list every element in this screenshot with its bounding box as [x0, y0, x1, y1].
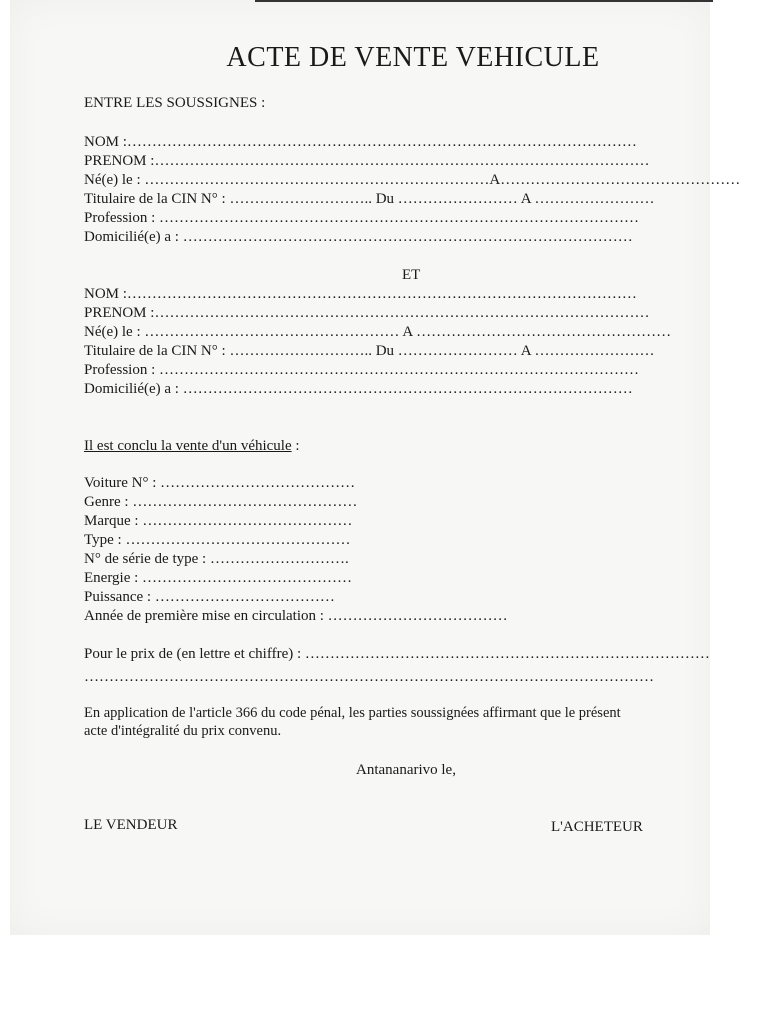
- prix-label: Pour le prix de (en lettre et chiffre) :: [84, 646, 302, 662]
- party1-cin-label: Titulaire de la CIN N° :: [84, 191, 226, 207]
- party1-nom-label: NOM :: [84, 134, 127, 150]
- vehicle-energie-field[interactable]: Energie : ……………………………………: [84, 570, 353, 586]
- vehicle-voiture-field[interactable]: Voiture N° : …………………………………: [84, 475, 356, 491]
- party2-cin-a-label: A: [520, 343, 531, 359]
- scan-edge-line: [255, 0, 713, 2]
- party1-ne-le-label: Né(e) le :: [84, 172, 141, 188]
- vehicle-type-field[interactable]: Type : ………………………………………: [84, 532, 351, 548]
- party2-prenom-label: PRENOM :: [84, 305, 155, 321]
- party2-du-label: Du: [375, 343, 395, 359]
- parties-intro: ENTRE LES SOUSSIGNES :: [84, 95, 266, 111]
- article-line-2: acte d'intégralité du prix convenu.: [84, 723, 282, 739]
- party1-a-label: A: [489, 172, 501, 188]
- vehicle-marque-field[interactable]: Marque : ……………………………………: [84, 513, 353, 529]
- article-line-1: En application de l'article 366 du code pénal, les parties soussignées affirmant que le présent: [84, 705, 621, 721]
- party1-profession-label: Profession :: [84, 210, 156, 226]
- party2-a-label: A: [402, 324, 413, 340]
- sale-intro-colon: :: [295, 438, 300, 454]
- party2-nom-label: NOM :: [84, 286, 127, 302]
- party2-profession-label: Profession :: [84, 362, 156, 378]
- vehicle-marque-label: Marque :: [84, 513, 139, 529]
- party1-domicile-label: Domicilié(e) a :: [84, 229, 179, 245]
- vehicle-type-label: Type :: [84, 532, 122, 548]
- party1-naissance-field[interactable]: Né(e) le : ……………………………………………………………A…………………………………………: [84, 172, 741, 188]
- vehicle-annee-label: Année de première mise en circulation :: [84, 608, 324, 624]
- party2-nom-field[interactable]: NOM :…………………………………………………………………………………………: [84, 286, 637, 302]
- prix-field[interactable]: Pour le prix de (en lettre et chiffre) : ………………………………………………………………………: [84, 646, 710, 662]
- party2-domicile-field[interactable]: Domicilié(e) a : ………………………………………………………………………………: [84, 381, 633, 397]
- party1-du-label: Du: [375, 191, 395, 207]
- party2-cin-field[interactable]: Titulaire de la CIN N° : ……………………….. Du …………………… A ……………………: [84, 343, 655, 359]
- document-title: ACTE DE VENTE VEHICULE: [226, 42, 600, 73]
- party1-cin-a-label: A: [520, 191, 531, 207]
- party2-naissance-field[interactable]: Né(e) le : …………………………………………… A ……………………………………………: [84, 324, 672, 340]
- acheteur-signature-label: L'ACHETEUR: [551, 819, 643, 835]
- separator-et: ET: [402, 267, 421, 283]
- party1-prenom-field[interactable]: PRENOM :………………………………………………………………………………………: [84, 153, 650, 169]
- vehicle-puissance-field[interactable]: Puissance : ………………………………: [84, 589, 335, 605]
- party2-cin-label: Titulaire de la CIN N° :: [84, 343, 226, 359]
- party2-ne-le-label: Né(e) le :: [84, 324, 141, 340]
- party2-domicile-label: Domicilié(e) a :: [84, 381, 179, 397]
- vehicle-voiture-label: Voiture N° :: [84, 475, 157, 491]
- vehicle-energie-label: Energie :: [84, 570, 139, 586]
- party1-domicile-field[interactable]: Domicilié(e) a : ………………………………………………………………………………: [84, 229, 633, 245]
- sale-intro: [84, 437, 300, 455]
- sale-intro-text: Il est conclu la vente d'un véhicule: [84, 438, 292, 454]
- prix-continuation-line[interactable]: ……………………………………………………………………………………………………: [84, 669, 654, 685]
- vendeur-signature-label: LE VENDEUR: [84, 817, 178, 833]
- vehicle-serie-field[interactable]: N° de série de type : ……………………….: [84, 551, 349, 567]
- vehicle-genre-label: Genre :: [84, 494, 129, 510]
- party1-nom-field[interactable]: NOM :…………………………………………………………………………………………: [84, 134, 637, 150]
- party2-prenom-field[interactable]: PRENOM :………………………………………………………………………………………: [84, 305, 650, 321]
- vehicle-annee-field[interactable]: Année de première mise en circulation : ………………………………: [84, 608, 508, 624]
- vehicle-puissance-label: Puissance :: [84, 589, 152, 605]
- place-date: Antananarivo le,: [356, 762, 456, 778]
- party1-prenom-label: PRENOM :: [84, 153, 155, 169]
- party1-profession-field[interactable]: Profession : ……………………………………………………………………………………: [84, 210, 639, 226]
- vehicle-serie-label: N° de série de type :: [84, 551, 207, 567]
- party2-profession-field[interactable]: Profession : ……………………………………………………………………………………: [84, 362, 639, 378]
- vehicle-genre-field[interactable]: Genre : ………………………………………: [84, 494, 358, 510]
- party1-cin-field[interactable]: Titulaire de la CIN N° : ……………………….. Du …………………… A ……………………: [84, 191, 655, 207]
